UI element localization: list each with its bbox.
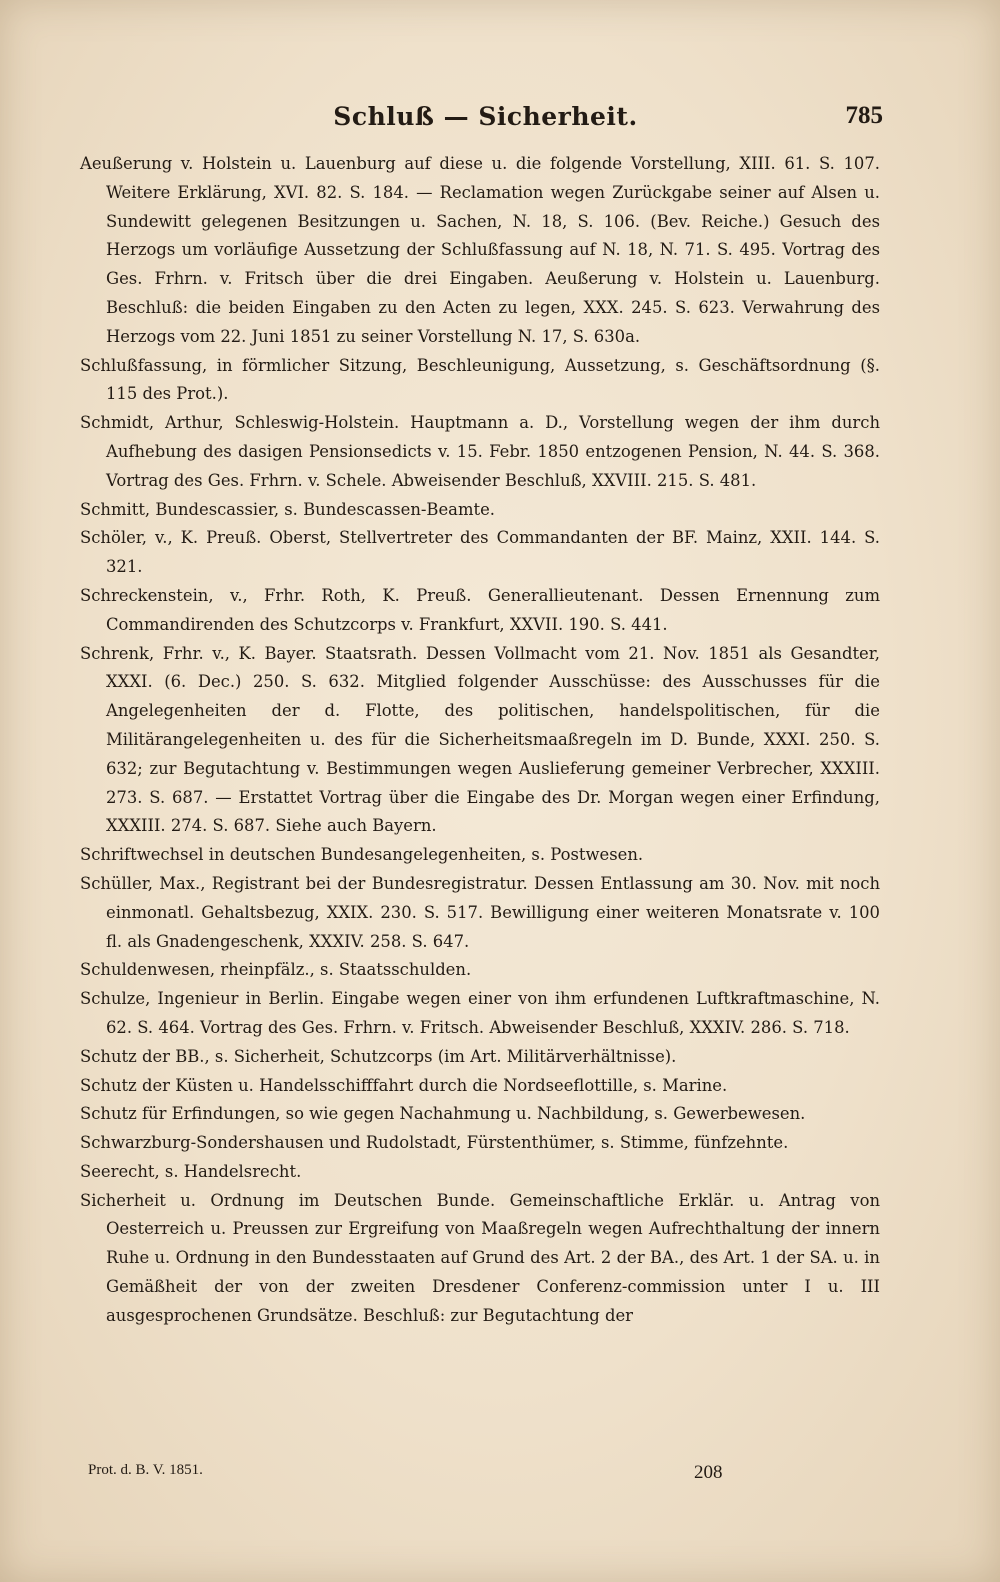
index-entry: Schriftwechsel in deutschen Bundesangelegenheiten, s. Postwesen. — [80, 845, 644, 865]
index-entry: Schreckenstein, v., Frhr. Roth, K. Preuß. Generallieutenant. Dessen Ernennung zum Commandirenden des Schutzcorps v. Frankfurt, XXVII. 190. S. 441. — [80, 585, 880, 634]
index-entry: Schrenk, Frhr. v., K. Bayer. Staatsrath. Dessen Vollmacht vom 21. Nov. 1851 als Gesandter, XXXI. (6. Dec.) 250. S. 632. Mitglied folgender Ausschüsse: des Ausschusses für die Angelegenheiten der d. Flotte, des politischen, handelspolitischen, für die Militärangelegenheiten u. des für die Sicherheitsmaaßregeln im D. Bunde, XXXI. 250. S. 632; zur Begutachtung v. Bestimmungen wegen Auslieferung gemeiner Verbrecher, XXXIII. 273. S. 687. — Erstattet Vortrag über die Eingabe des Dr. Morgan wegen einer Erfindung, XXXIII. 274. S. 687. Siehe auch Bayern. — [80, 643, 880, 836]
index-entry: Schüller, Max., Registrant bei der Bundesregistratur. Dessen Entlassung am 30. Nov. mit noch einmonatl. Gehaltsbezug, XXIX. 230. S. 517. Bewilligung einer weiteren Monatsrate v. 100 fl. als Gnadengeschenk, XXXIV. 258. S. 647. — [80, 873, 880, 951]
index-entry: Schutz der BB., s. Sicherheit, Schutzcorps (im Art. Militärverhältnisse). — [80, 1046, 677, 1066]
index-entry: Schwarzburg-Sondershausen und Rudolstadt, Fürstenthümer, s. Stimme, fünfzehnte. — [80, 1133, 789, 1153]
index-entry: Schmidt, Arthur, Schleswig-Holstein. Hauptmann a. D., Vorstellung wegen der ihm durch Aufhebung des dasigen Pensionsedicts v. 15. Febr. 1850 entzogenen Pension, N. 44. S. 368. Vortrag des Ges. Frhrn. v. Schele. Abweisender Beschluß, XXVIII. 215. S. 481. — [80, 413, 880, 490]
index-entry: Seerecht, s. Handelsrecht. — [80, 1161, 302, 1181]
footer-signature: 208 — [694, 1462, 723, 1483]
index-entry: Schutz für Erfindungen, so wie gegen Nachahmung u. Nachbildung, s. Gewerbewesen. — [80, 1104, 806, 1124]
page-footer — [88, 1462, 883, 1492]
index-entry: Schlußfassung, in förmlicher Sitzung, Beschleunigung, Aussetzung, s. Geschäftsordnung (§. 115 des Prot.). — [80, 355, 880, 404]
index-entry: Schmitt, Bundescassier, s. Bundescassen-Beamte. — [80, 499, 495, 519]
index-entry: Schutz der Küsten u. Handelsschifffahrt durch die Nordseeflottille, s. Marine. — [80, 1075, 728, 1095]
index-body — [80, 150, 880, 1450]
index-entry: Schuldenwesen, rheinpfälz., s. Staatsschulden. — [80, 960, 472, 980]
index-entry: Sicherheit u. Ordnung im Deutschen Bunde. Gemeinschaftliche Erklär. u. Antrag von Oesterreich u. Preussen zur Ergreifung von Maaßregeln wegen Aufrechthaltung der innern Ruhe u. Ordnung in den Bundesstaaten auf Grund des Art. 2 der BA., des Art. 1 der SA. u. in Gemäßheit der von der zweiten Dresdener Conferenz-commission unter I u. III ausgesprochenen Grundsätze. Beschluß: zur Begutachtung der — [80, 1190, 880, 1325]
footer-publication: Prot. d. B. V. 1851. — [88, 1462, 203, 1478]
page-number: 785 — [845, 102, 883, 129]
index-entry: Schöler, v., K. Preuß. Oberst, Stellvertreter des Commandanten der BF. Mainz, XXII. 144. S. 321. — [80, 528, 880, 577]
index-entry: Aeußerung v. Holstein u. Lauenburg auf diese u. die folgende Vorstellung, XIII. 61. S. 107. Weitere Erklärung, XVI. 82. S. 184. — Reclamation wegen Zurückgabe seiner auf Alsen u. Sundewitt gelegenen Besitzungen u. Sachen, N. 18, S. 106. (Bev. Reiche.) Gesuch des Herzogs um vorläufige Aussetzung der Schlußfassung auf N. 18, N. 71. S. 495. Vortrag des Ges. Frhrn. v. Fritsch über die drei Eingaben. Aeußerung v. Holstein u. Lauenburg. Beschluß: die beiden Eingaben zu den Acten zu legen, XXX. 245. S. 623. Verwahrung des Herzogs vom 22. Juni 1851 zu seiner Vorstellung N. 17, S. 630a. — [80, 154, 880, 346]
running-head — [88, 102, 883, 140]
index-entry: Schulze, Ingenieur in Berlin. Eingabe wegen einer von ihm erfundenen Luftkraftmaschine, N. 62. S. 464. Vortrag des Ges. Frhrn. v. Fritsch. Abweisender Beschluß, XXXIV. 286. S. 718. — [80, 989, 880, 1037]
running-title: Schluß — Sicherheit. — [333, 102, 638, 131]
